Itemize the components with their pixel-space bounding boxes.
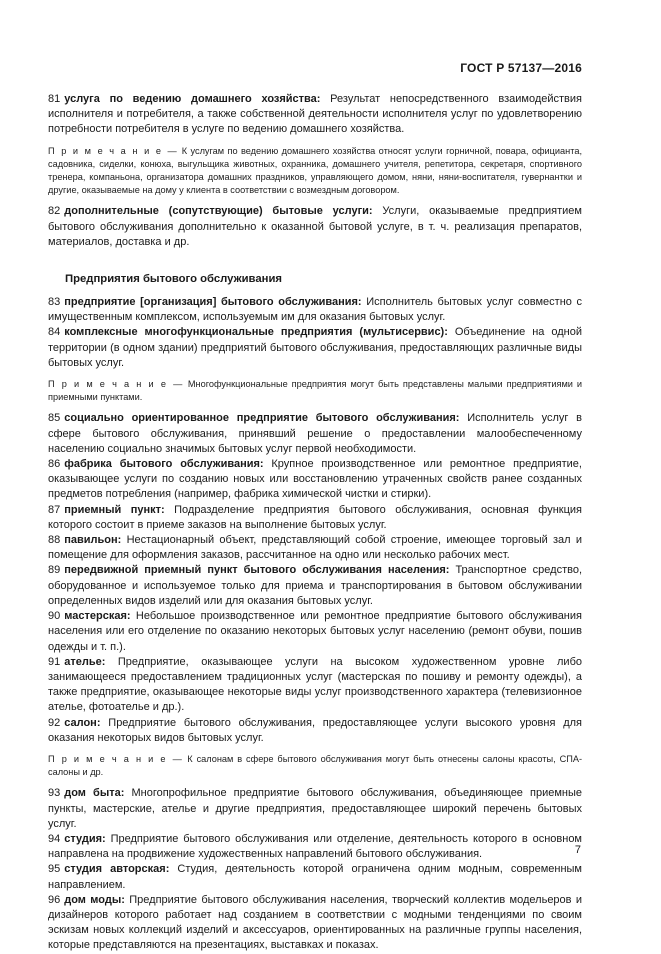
note-text: К салонам в сфере бытового обслуживания могут быть отнесены салоны красоты, СПА-салоны и др. [48, 753, 583, 778]
term-entry-93 [48, 786, 582, 832]
section-title: Предприятия бытового обслуживания [65, 273, 282, 286]
term-definition: Исполнитель бытовых услуг совместно с имущественным комплексом, используемым им для оказания бытовых услуг. [48, 296, 582, 324]
note-92 [48, 753, 582, 779]
term-entry-83 [48, 295, 582, 325]
term-entry-81 [48, 92, 582, 138]
term-entry-87 [48, 503, 582, 533]
term-definition: Небольшое производственное или ремонтное предприятие бытового обслуживания населения или его отделение по оказанию некоторых бытовых услуг населению (ремонт обуви, пошив одежды и т. п.). [48, 610, 582, 653]
document-body [48, 92, 582, 954]
term-number: 87 [48, 503, 61, 516]
term-entry-96 [48, 893, 582, 954]
term-number: 85 [48, 412, 61, 425]
term-title: ателье: [64, 655, 106, 668]
term-number: 91 [48, 655, 61, 668]
term-number: 90 [48, 610, 61, 623]
term-title: павильон: [64, 534, 122, 547]
term-entry-84 [48, 325, 582, 371]
term-number: 84 [48, 326, 61, 339]
note-text: Многофункциональные предприятия могут быть представлены малыми предприятиями и приемными пунктами. [48, 379, 582, 403]
term-entry-89 [48, 563, 582, 609]
term-title: услуга по ведению домашнего хозяйства: [64, 93, 321, 105]
term-title: мастерская: [64, 610, 131, 623]
term-entry-92 [48, 716, 582, 746]
term-definition: Предприятие, оказывающее услуги на высоком художественном уровне либо занимающееся предоставлением традиционных услуг (мастерская по пошиву и ремонту одежды), а также предприятие, оказывающее некоторые виды услуг производственного характера (телевизионное ателье, фотоателье и др.). [48, 655, 582, 714]
term-definition: Предприятие бытового обслуживания или отделение, деятельность которого в основном направлена на продвижение художественных направлений бытового обслуживания. [48, 832, 582, 861]
term-definition: Услуги, оказываемые предприятием бытового обслуживания дополнительно к оказанной бытовой услуге, в т. ч. реализация препаратов, материалов, доставка и др. [48, 205, 582, 248]
term-entry-86 [48, 457, 582, 503]
term-entry-88 [48, 533, 582, 563]
note-label: П р и м е ч а н и е — [48, 753, 184, 764]
term-definition: Подразделение предприятия бытового обслуживания, основная функция которого состоит в приеме заказов на выполнение бытовых услуг. [48, 503, 582, 531]
term-title: социально ориентированное предприятие бытового обслуживания: [64, 412, 460, 425]
term-definition: Многопрофильное предприятие бытового обслуживания, объединяющее приемные пункты, мастерские, ателье и другие предприятия, предоставляющее широкий перечень бытовых услуг. [48, 787, 583, 830]
term-definition: Предприятие бытового обслуживания населения, творческий коллектив модельеров и дизайнеров которого работает над созданием в соответствии с модными тенденциями по своим эскизам новых коллекций изделий и аксессуаров, ориентированных на различные группы населения, которые представляются на презентациях, выставках и показах. [48, 893, 583, 952]
term-title: дом быта: [64, 787, 125, 800]
document-header: ГОСТ Р 57137—2016 [460, 61, 582, 75]
term-title: студия: [64, 832, 106, 845]
term-entry-94 [48, 832, 582, 862]
term-number: 96 [48, 893, 61, 906]
term-definition: Студия, деятельность которой ограничена одним модным, современным направлением. [48, 863, 582, 891]
term-number: 95 [48, 863, 61, 876]
term-definition: Предприятие бытового обслуживания, предоставляющее услуги высокого уровня для оказания некоторых видов бытовых услуг. [48, 716, 582, 744]
term-definition: Нестационарный объект, представляющий собой строение, имеющее торговый зал и помещение для оформления заказов, рассчитанное на одно или несколько рабочих мест. [48, 534, 582, 562]
term-title: передвижной приемный пункт бытового обслуживания населения: [64, 564, 450, 577]
term-number: 92 [48, 716, 61, 729]
term-number: 83 [48, 296, 61, 309]
term-number: 82 [48, 205, 61, 218]
term-entry-91 [48, 655, 582, 716]
note-label: П р и м е ч а н и е — [48, 145, 179, 156]
term-title: приемный пункт: [64, 503, 165, 516]
page-number: 7 [574, 844, 581, 856]
term-number: 94 [48, 832, 61, 845]
term-number: 81 [48, 93, 61, 105]
term-title: предприятие [организация] бытового обслуживания: [64, 296, 362, 309]
term-number: 89 [48, 564, 61, 577]
term-title: дом моды: [64, 893, 125, 906]
term-title: комплексные многофункциональные предприятия (мультисервис): [64, 326, 448, 339]
term-entry-85 [48, 411, 582, 457]
term-title: салон: [64, 716, 101, 729]
note-text: К услугам по ведению домашнего хозяйства относят услуги горничной, повара, официанта, садовника, сиделки, конюха, выгульщика животных, охранника, домашнего учителя, репетитора, секретаря, спортивного тренера, компаньона, организатора домашних праздников, управляющего домом, няни, няни-воспитателя, гувернантки и другие, оказываемые на дому у клиента в соответствии с возмездным договором. [48, 145, 583, 196]
term-definition: Транспортное средство, оборудованное и используемое только для приема и транспортирования в бытовом обслуживании определенных видов изделий или для оказания бытовых услуг. [48, 564, 583, 607]
term-number: 88 [48, 534, 61, 547]
term-number: 86 [48, 458, 61, 471]
term-definition: Результат непосредственного взаимодействия исполнителя и потребителя, а также собственной деятельности исполнителя услуг по удовлетворению потребности потребителя в услуге по ведению домашнего хозяйства. [48, 93, 582, 136]
term-entry-82 [48, 204, 582, 250]
note-84 [48, 378, 582, 404]
term-definition: Крупное производственное или ремонтное предприятие, оказывающее услуги по созданию новых или восстановлению утраченных свойств ранее созданных предметов потребления (например, фабрика химической чистки и стирки). [48, 458, 582, 501]
term-title: студия авторская: [64, 863, 170, 876]
note-label: П р и м е ч а н и е — [48, 379, 184, 390]
term-entry-95 [48, 862, 582, 892]
term-title: фабрика бытового обслуживания: [64, 458, 264, 471]
term-definition: Исполнитель услуг в сфере бытового обслуживания, принявший решение о предоставлении малообеспеченному населению социально значимых бытовых услуг первой необходимости. [48, 412, 583, 455]
term-definition: Объединение на одной территории (в одном здании) предприятий бытового обслуживания, предоставляющих различные виды бытовых услуг. [48, 326, 582, 369]
term-number: 93 [48, 787, 61, 800]
term-title: дополнительные (сопутствующие) бытовые услуги: [64, 205, 373, 218]
term-entry-90 [48, 609, 582, 655]
note-81 [48, 145, 582, 198]
